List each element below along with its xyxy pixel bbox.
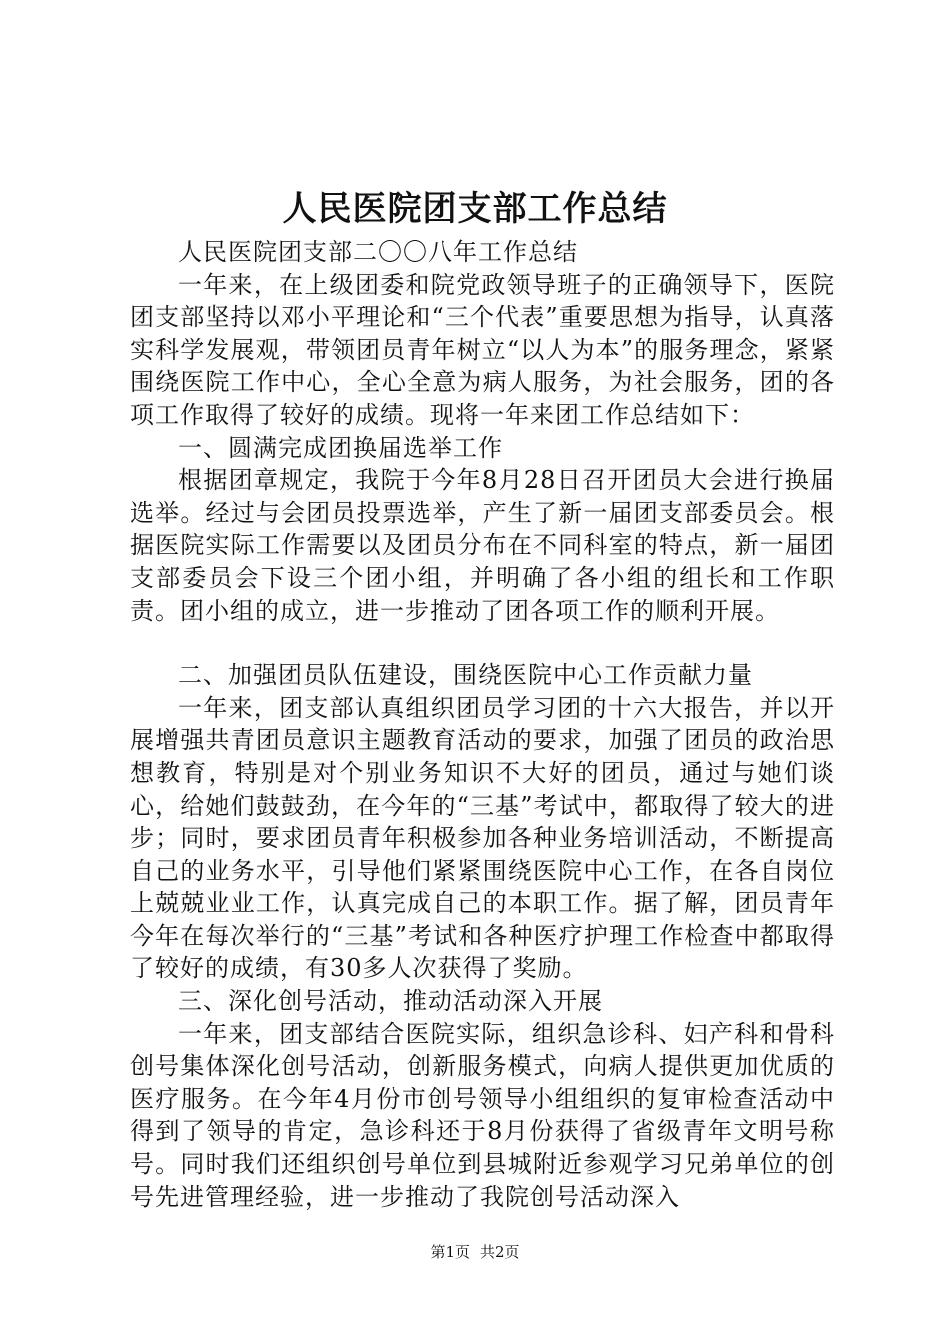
section-1-paragraph: 根据团章规定，我院于今年8月28日召开团员大会进行换届选举。经过与会团员投票选举，产生了新一届团支部委员会。根据医院实际工作需要以及团员分布在不同科室的特点，新一届团支部委员会下设三个团小组，并明确了各小组的组长和工作职责。团小组的成立，进一步推动了团各项工作的顺利开展。: [130, 466, 835, 625]
document-body: [130, 236, 835, 1213]
section-3-paragraph: 一年来，团支部结合医院实际，组织急诊科、妇产科和骨科创号集体深化创号活动，创新服务模式，向病人提供更加优质的医疗服务。在今年4月份市创号领导小组组织的复审检查活动中得到了领导的肯定，急诊科还于8月份获得了省级青年文明号称号。同时我们还组织创号单位到县城附近参观学习兄弟单位的创号先进管理经验，进一步推动了我院创号活动深入: [130, 1019, 835, 1211]
section-heading-3: 三、深化创号活动，推动活动深入开展: [178, 987, 603, 1016]
section-heading-2: 二、加强团员队伍建设，围绕医院中心工作贡献力量: [178, 661, 753, 690]
page-number: 第1页: [430, 1243, 470, 1261]
intro-paragraph: 一年来，在上级团委和院党政领导班子的正确领导下，医院团支部坚持以邓小平理论和“三个代表”重要思想为指导，认真落实科学发展观，带领团员青年树立“以人为本”的服务理念，紧紧围绕医院工作中心，全心全意为病人服务，为社会服务，团的各项工作取得了较好的成绩。现将一年来团工作总结如下：: [130, 270, 835, 429]
subtitle-paragraph: 人民医院团支部二〇〇八年工作总结: [178, 238, 578, 266]
page-footer: [0, 1240, 950, 1264]
section-2-paragraph: 一年来，团支部认真组织团员学习团的十六大报告，并以开展增强共青团员意识主题教育活动的要求，加强了团员的政治思想教育，特别是对个别业务知识不大好的团员，通过与她们谈心，给她们鼓鼓劲，在今年的“三基”考试中，都取得了较大的进步；同时，要求团员青年积极参加各种业务培训活动，不断提高自己的业务水平，引导他们紧紧围绕医院中心工作，在各自岗位上兢兢业业工作，认真完成自己的本职工作。据了解，团员青年今年在每次举行的“三基”考试和各种医疗护理工作检查中都取得了较好的成绩，有30多人次获得了奖励。: [130, 693, 835, 983]
paragraph-spacer: [130, 627, 835, 659]
page-total: 共2页: [480, 1243, 520, 1261]
section-heading-1: 一、圆满完成团换届选举工作: [178, 433, 503, 462]
document-title: 人民医院团支部工作总结: [282, 189, 668, 229]
